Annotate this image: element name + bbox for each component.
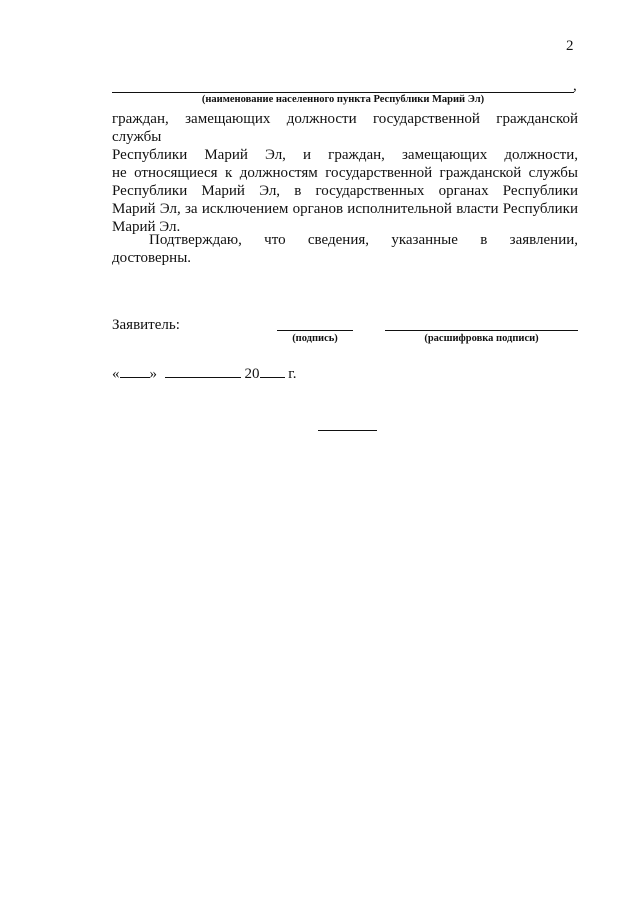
paragraph-line: не относящиеся к должностям государственной гражданской службы [112,165,578,181]
signature-line [277,330,353,331]
date-century: 20 [244,366,260,382]
signature-decoding-line [385,330,578,331]
paragraph-line: Республики Марий Эл, и граждан, замещающих должности, [112,147,578,163]
settlement-name-line [112,92,574,93]
date-month-blank [165,364,241,378]
paragraph-line: достоверны. [112,250,192,266]
signature-caption: (подпись) [292,333,338,344]
document-end-line [318,430,377,431]
date-year-suffix: г. [288,366,297,382]
date-row [112,364,296,383]
page-number: 2 [566,38,574,54]
applicant-label: Заявитель: [112,317,180,333]
paragraph-line: граждан, замещающих должности государственной гражданской службы [112,111,578,145]
date-close-quote: » [149,366,157,382]
date-year-blank [260,364,285,378]
body-paragraph-2 [112,231,578,267]
date-day-blank [120,364,150,378]
paragraph-line: Подтверждаю, что сведения, указанные в заявлении, [149,232,578,248]
paragraph-line: Марий Эл, за исключением органов исполнительной власти Республики [112,201,578,217]
paragraph-line: Республики Марий Эл, в государственных органах Республики [112,183,578,199]
settlement-trailing-comma: , [573,78,577,94]
date-open-quote: « [112,366,120,382]
paragraph-line: Марий Эл. [112,219,181,235]
signature-decoding-caption: (расшифровка подписи) [424,333,539,344]
body-paragraph-1 [112,110,578,236]
settlement-name-caption: (наименование населенного пункта Республики Марий Эл) [201,94,485,105]
